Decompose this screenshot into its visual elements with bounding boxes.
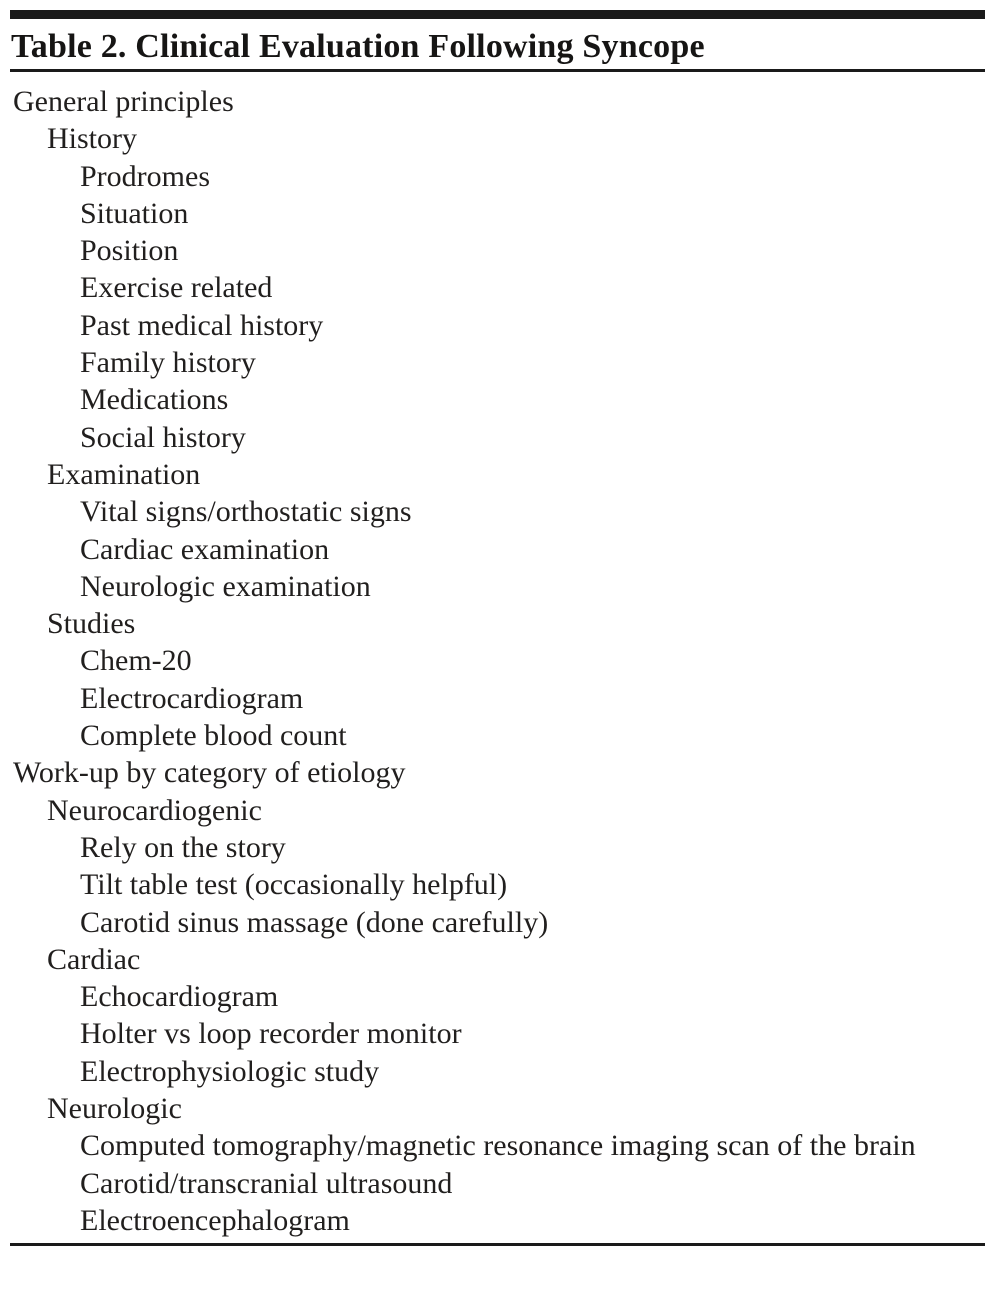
table-row: Neurocardiogenic — [47, 793, 262, 827]
table-row: Neurologic examination — [80, 569, 371, 603]
bottom-rule — [10, 1243, 985, 1246]
table-row: Social history — [80, 420, 246, 454]
top-rule — [10, 10, 985, 19]
table-row: Cardiac examination — [80, 532, 330, 566]
table-row: Studies — [47, 607, 136, 641]
table-row: Carotid sinus massage (done carefully) — [80, 905, 549, 939]
table-row: Cardiac — [47, 942, 141, 976]
table-row: Family history — [80, 346, 256, 380]
table-body — [10, 83, 981, 1239]
table-row: Tilt table test (occasionally helpful) — [80, 868, 508, 902]
table-row: Rely on the story — [80, 830, 286, 864]
table-row: Neurologic — [47, 1092, 182, 1126]
table-row: Medications — [80, 383, 229, 417]
table-row: Vital signs/orthostatic signs — [80, 495, 412, 529]
table-title: Table 2. Clinical Evaluation Following Syncope — [11, 28, 705, 65]
table-row: Position — [80, 234, 179, 268]
table-row: History — [47, 122, 137, 156]
title-divider-rule — [10, 69, 985, 72]
table-row: Prodromes — [80, 159, 210, 193]
table-row: Electroencephalogram — [80, 1203, 350, 1237]
table-row: Examination — [47, 457, 201, 491]
table-row: Chem-20 — [80, 644, 192, 678]
table-row: Past medical history — [80, 308, 324, 342]
table-row: Electrophysiologic study — [80, 1054, 380, 1088]
table-row: Complete blood count — [80, 719, 347, 753]
table-row: Exercise related — [80, 271, 273, 305]
table-row: Carotid/transcranial ultrasound — [80, 1166, 453, 1200]
table-row: Work-up by category of etiology — [13, 756, 406, 790]
table-row: Computed tomography/magnetic resonance imaging scan of the brain — [80, 1129, 916, 1163]
table-row: Situation — [80, 196, 189, 230]
table-row: General principles — [13, 85, 234, 118]
table-row: Electrocardiogram — [80, 681, 304, 715]
table-row: Echocardiogram — [80, 980, 279, 1014]
table-row: Holter vs loop recorder monitor — [80, 1017, 462, 1051]
